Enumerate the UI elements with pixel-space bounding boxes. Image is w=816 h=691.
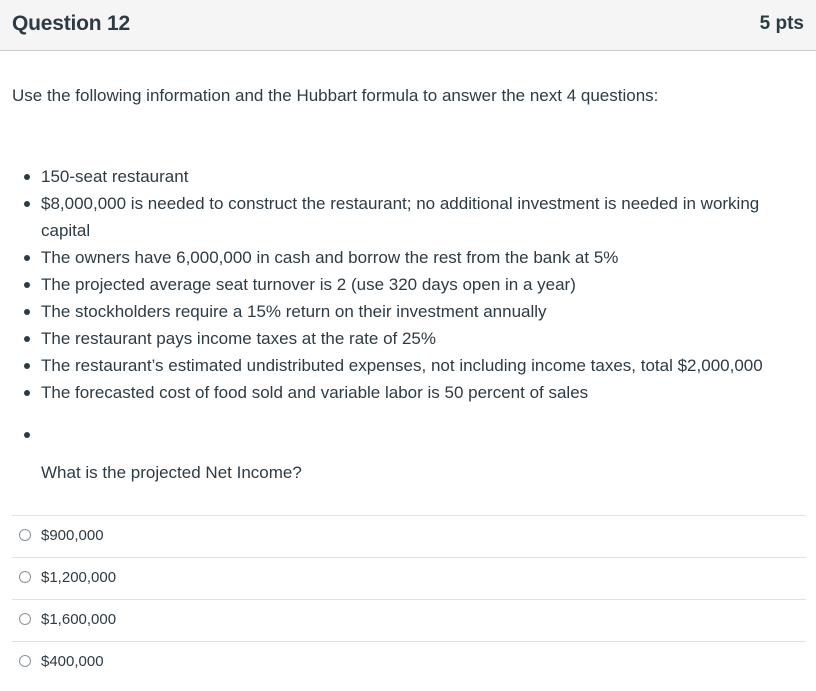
info-bullet-text: The restaurant’s estimated undistributed expenses, not including income taxes, total $2,000,000 bbox=[41, 356, 763, 375]
info-bullet-item bbox=[0, 298, 816, 325]
answer-label[interactable]: $1,200,000 bbox=[41, 569, 117, 586]
info-bullet-text: The stockholders require a 15% return on their investment annually bbox=[41, 302, 547, 321]
info-bullet-text: The restaurant pays income taxes at the rate of 25% bbox=[41, 329, 436, 348]
info-bullet-text: The projected average seat turnover is 2 (use 320 days open in a year) bbox=[41, 275, 576, 294]
empty-bullet-dot-icon bbox=[24, 432, 30, 438]
answer-option[interactable] bbox=[12, 641, 806, 683]
info-bullet-item bbox=[0, 352, 816, 379]
bullet-dot-icon bbox=[24, 390, 30, 396]
info-bullet-text: The forecasted cost of food sold and variable labor is 50 percent of sales bbox=[41, 383, 589, 402]
radio-button-icon[interactable] bbox=[19, 529, 31, 541]
answer-option[interactable] bbox=[12, 599, 806, 641]
answer-label[interactable]: $900,000 bbox=[41, 527, 104, 544]
bullet-dot-icon bbox=[24, 309, 30, 315]
info-bullet-item bbox=[0, 244, 816, 271]
info-bullet-item bbox=[0, 325, 816, 352]
info-bullet-item bbox=[0, 379, 816, 406]
info-bullet-item bbox=[0, 271, 816, 298]
question-title: Question 12 bbox=[12, 12, 130, 35]
bullet-dot-icon bbox=[24, 174, 30, 180]
bullet-dot-icon bbox=[24, 282, 30, 288]
info-bullet-text: $8,000,000 is needed to construct the restaurant; no additional investment is needed in working capital bbox=[41, 194, 760, 240]
question-points: 5 pts bbox=[759, 13, 804, 34]
info-bullet-item bbox=[0, 163, 816, 190]
info-bullet-text: The owners have 6,000,000 in cash and borrow the rest from the bank at 5% bbox=[41, 248, 619, 267]
answer-option[interactable] bbox=[12, 515, 806, 557]
question-header bbox=[0, 0, 816, 51]
question-intro: Use the following information and the Hubbart formula to answer the next 4 questions: bbox=[12, 86, 659, 105]
bullet-dot-icon bbox=[24, 201, 30, 207]
answer-option[interactable] bbox=[12, 557, 806, 599]
question-prompt: What is the projected Net Income? bbox=[41, 463, 302, 482]
answer-label[interactable]: $400,000 bbox=[41, 653, 104, 670]
info-bullet-item bbox=[0, 190, 816, 244]
info-bullet-text: 150-seat restaurant bbox=[41, 167, 189, 186]
bullet-dot-icon bbox=[24, 336, 30, 342]
answer-list bbox=[12, 515, 806, 683]
bullet-dot-icon bbox=[24, 363, 30, 369]
info-bullet-list bbox=[0, 163, 816, 406]
bullet-dot-icon bbox=[24, 255, 30, 261]
radio-button-icon[interactable] bbox=[19, 655, 31, 667]
answer-label[interactable]: $1,600,000 bbox=[41, 611, 117, 628]
radio-button-icon[interactable] bbox=[19, 613, 31, 625]
radio-button-icon[interactable] bbox=[19, 571, 31, 583]
